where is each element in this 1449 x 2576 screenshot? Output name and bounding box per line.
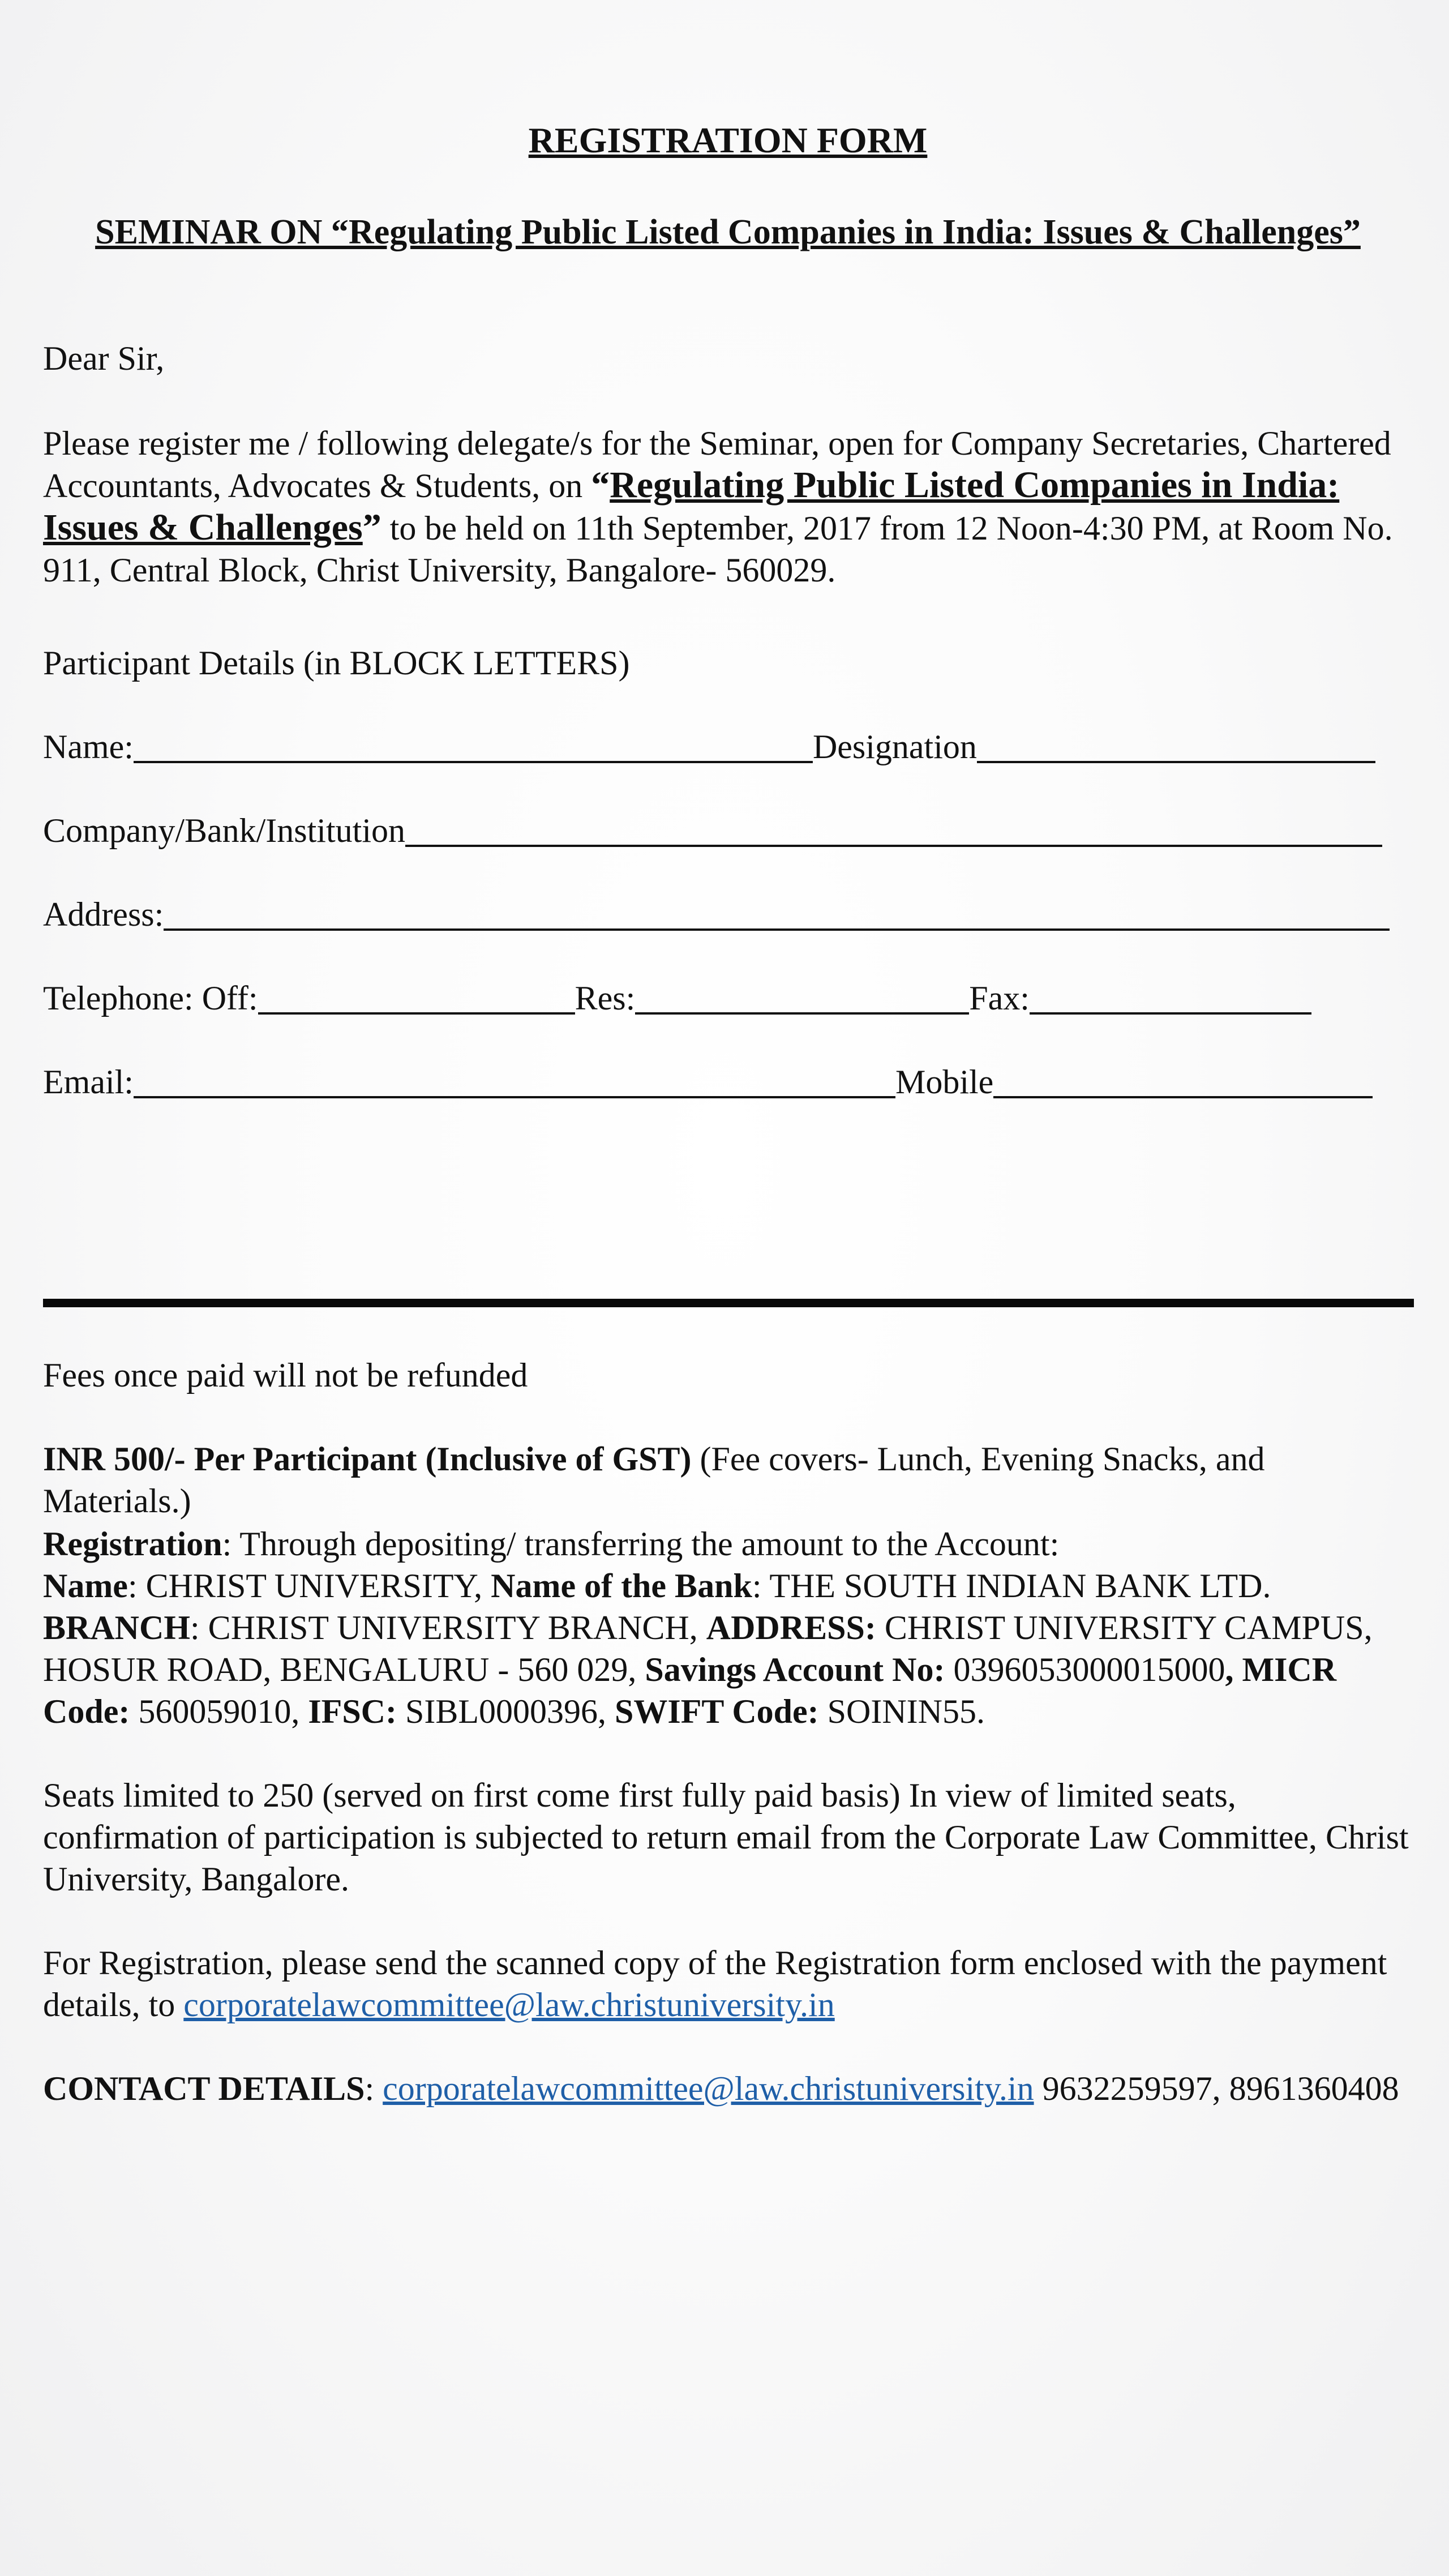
send-text: For Registration, please send the scanned copy of the Registration form enclosed with the payment details, to: [43, 1944, 1387, 2023]
registration-email-link[interactable]: corporatelawcommittee@law.christuniversity.in: [183, 1986, 835, 2023]
telephone-row: [43, 976, 1413, 1019]
page-title: REGISTRATION FORM: [528, 120, 928, 160]
address-field[interactable]: [164, 897, 1390, 931]
bank-address-label: ADDRESS:: [706, 1609, 876, 1646]
name-designation-row: [43, 725, 1413, 768]
seminar-subtitle: SEMINAR ON “Regulating Public Listed Companies in India: Issues & Challenges”: [95, 213, 1361, 251]
fee-line: [43, 1438, 1413, 1522]
account-name-label: Name: [43, 1567, 128, 1604]
account-name-line: [43, 1565, 1413, 1607]
fee-coverage: (Fee covers- Lunch, Evening Snacks, and Materials.): [43, 1440, 1265, 1520]
registration-text: : Through depositing/ transferring the amount to the Account:: [222, 1525, 1060, 1563]
email-label: Email:: [43, 1063, 134, 1101]
registration-label: Registration: [43, 1525, 222, 1563]
refund-note: Fees once paid will not be refunded: [43, 1357, 528, 1394]
address-label: Address:: [43, 896, 164, 933]
telephone-label: Telephone: Off:: [43, 979, 258, 1017]
intro-text: Please register me / following delegate/s for the Seminar, open for Company Secretaries, Chartered Accountants, Advocates & Students, on: [43, 425, 1391, 504]
designation-label: Designation: [812, 728, 977, 765]
name-field[interactable]: [134, 729, 813, 763]
ifsc-label: IFSC:: [308, 1693, 397, 1730]
section-divider: [43, 1299, 1414, 1307]
ifsc-value: SIBL0000396,: [397, 1693, 615, 1730]
send-instructions: [43, 1942, 1413, 2026]
registration-line: [43, 1523, 1413, 1565]
seminar-name: Regulating Public Listed Companies in India: Issues & Challenges: [43, 464, 1340, 548]
res-label: Res:: [575, 979, 636, 1017]
swift-label: SWIFT Code:: [615, 1693, 819, 1730]
company-row: [43, 808, 1413, 851]
fax-field[interactable]: [1030, 981, 1311, 1015]
email-field[interactable]: [134, 1064, 895, 1098]
designation-field[interactable]: [977, 729, 1375, 763]
bank-value: : THE SOUTH INDIAN BANK LTD.: [752, 1567, 1271, 1604]
contact-details: [43, 2068, 1413, 2109]
name-label: Name:: [43, 728, 134, 765]
contact-label: CONTACT DETAILS: [43, 2070, 365, 2107]
email-mobile-row: [43, 1060, 1413, 1103]
intro-details: to be held on 11th September, 2017 from 12 Noon-4:30 PM, at Room No. 911, Central Block, Christ University, Bangalore- 560029.: [43, 510, 1393, 589]
contact-phones: 9632259597, 8961360408: [1034, 2070, 1399, 2107]
fee-amount: INR 500/- Per Participant (Inclusive of GST): [43, 1440, 692, 1478]
seats-note: Seats limited to 250 (served on first come first fully paid basis) In view of limited seats, confirmation of participation is subjected to return email from the Corporate Law Committee, Christ University, Bangalore.: [43, 1777, 1409, 1898]
bank-label: Name of the Bank: [491, 1567, 752, 1604]
branch-value: : CHRIST UNIVERSITY BRANCH,: [190, 1609, 706, 1646]
close-quote: ”: [362, 507, 381, 548]
company-label: Company/Bank/Institution: [43, 812, 405, 849]
micr-value: 560059010,: [130, 1693, 308, 1730]
address-row: [43, 892, 1413, 935]
account-number-value: 0396053000015000: [945, 1651, 1225, 1688]
branch-label: BRANCH: [43, 1609, 191, 1646]
company-field[interactable]: [405, 813, 1382, 847]
account-name-value: : CHRIST UNIVERSITY,: [127, 1567, 491, 1604]
micr-label: , MICR Code:: [43, 1651, 1337, 1730]
mobile-field[interactable]: [993, 1064, 1373, 1098]
mobile-label: Mobile: [895, 1063, 994, 1101]
telephone-office-field[interactable]: [258, 981, 575, 1015]
bank-address-value: CHRIST UNIVERSITY CAMPUS, HOSUR ROAD, BENGALURU - 560 029,: [43, 1609, 1373, 1688]
bank-details: [43, 1607, 1413, 1732]
contact-separator: :: [365, 2070, 383, 2107]
fax-label: Fax:: [969, 979, 1030, 1017]
account-number-label: Savings Account No:: [645, 1651, 945, 1688]
salutation: Dear Sir,: [43, 340, 165, 377]
swift-value: SOININ55.: [818, 1693, 985, 1730]
telephone-res-field[interactable]: [635, 981, 969, 1015]
payment-details: [43, 1523, 1413, 1732]
contact-email-link[interactable]: corporatelawcommittee@law.christuniversity.in: [383, 2070, 1034, 2107]
intro-paragraph: [43, 422, 1413, 591]
participant-heading: Participant Details (in BLOCK LETTERS): [43, 644, 630, 682]
open-quote: “: [591, 464, 610, 506]
